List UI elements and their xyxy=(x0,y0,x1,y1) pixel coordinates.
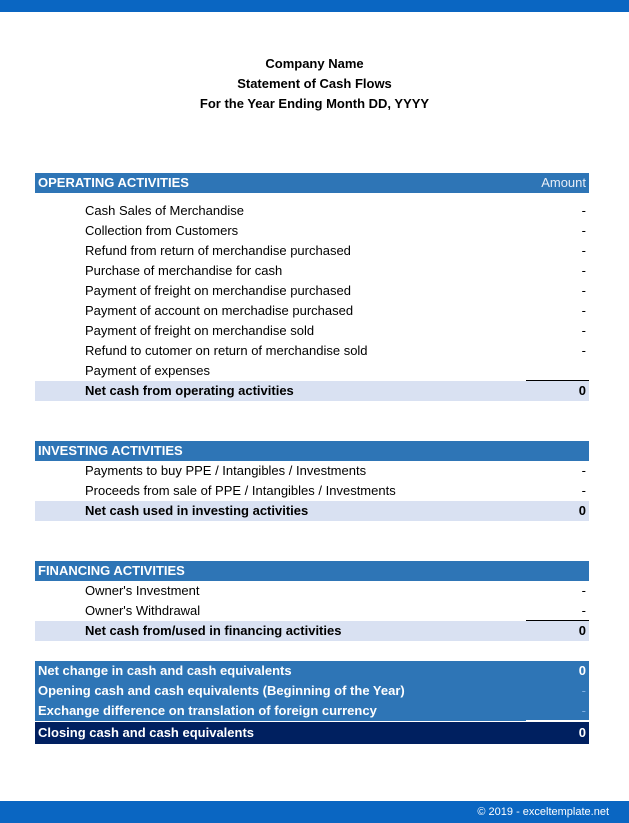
top-accent-bar xyxy=(0,0,629,12)
line-item-value: - xyxy=(581,203,586,218)
line-item-value: - xyxy=(581,583,586,598)
subtotal-value: 0 xyxy=(578,383,586,398)
operating-item-row xyxy=(35,241,589,261)
operating-item-row xyxy=(35,201,589,221)
summary-value: - xyxy=(581,683,586,698)
line-item-label: Purchase of merchandise for cash xyxy=(85,263,283,278)
line-item-value: - xyxy=(581,223,586,238)
subtotal-value: 0 xyxy=(578,503,586,518)
financing-title: FINANCING ACTIVITIES xyxy=(38,563,185,578)
line-item-label: Owner's Withdrawal xyxy=(85,603,201,618)
summary-label: Exchange difference on translation of foreign currency xyxy=(38,703,377,718)
operating-item-row xyxy=(35,321,589,341)
line-item-label: Payment of freight on merchandise sold xyxy=(85,323,315,338)
line-item-label: Collection from Customers xyxy=(85,223,239,238)
subtotal-label: Net cash used in investing activities xyxy=(85,503,309,518)
line-item-label: Proceeds from sale of PPE / Intangibles / Investments xyxy=(85,483,396,498)
investing-title: INVESTING ACTIVITIES xyxy=(38,443,183,458)
operating-item-row xyxy=(35,361,589,381)
investing-section-header xyxy=(35,441,589,461)
line-item-label: Cash Sales of Merchandise xyxy=(85,203,244,218)
line-item-value: - xyxy=(581,483,586,498)
line-item-value: - xyxy=(581,603,586,618)
investing-net-row xyxy=(35,501,589,521)
subtotal-value: 0 xyxy=(578,623,586,638)
investing-item-row xyxy=(35,481,589,501)
opening-cash-row xyxy=(35,681,589,701)
line-item-label: Refund from return of merchandise purchased xyxy=(85,243,351,258)
summary-label: Net change in cash and cash equivalents xyxy=(38,663,292,678)
exchange-difference-row xyxy=(35,701,589,721)
summary-label: Opening cash and cash equivalents (Beginning of the Year) xyxy=(38,683,405,698)
amount-column-header: Amount xyxy=(541,175,586,190)
closing-cash-row xyxy=(35,722,589,744)
financing-item-row xyxy=(35,601,589,621)
line-item-label: Refund to cutomer on return of merchandise sold xyxy=(85,343,368,358)
statement-title: Statement of Cash Flows xyxy=(237,76,392,91)
net-change-row xyxy=(35,661,589,681)
company-name: Company Name xyxy=(265,56,364,71)
operating-item-row xyxy=(35,261,589,281)
investing-item-row xyxy=(35,461,589,481)
operating-item-row xyxy=(35,281,589,301)
line-item-value: - xyxy=(581,303,586,318)
closing-value: 0 xyxy=(578,725,586,740)
statement-header xyxy=(0,54,629,114)
line-item-value: - xyxy=(581,343,586,358)
financing-net-row xyxy=(35,621,589,641)
financing-item-row xyxy=(35,581,589,601)
closing-label: Closing cash and cash equivalents xyxy=(38,725,255,740)
operating-item-row xyxy=(35,221,589,241)
financing-section-header xyxy=(35,561,589,581)
line-item-label: Payment of freight on merchandise purchased xyxy=(85,283,351,298)
operating-item-row xyxy=(35,301,589,321)
subtotal-label: Net cash from operating activities xyxy=(85,383,294,398)
line-item-value: - xyxy=(581,463,586,478)
line-item-label: Payments to buy PPE / Intangibles / Investments xyxy=(85,463,367,478)
footer-copyright: © 2019 - exceltemplate.net xyxy=(477,806,609,818)
line-item-label: Payment of account on merchadise purchased xyxy=(85,303,354,318)
operating-item-row xyxy=(35,341,589,361)
operating-net-row xyxy=(35,381,589,401)
line-item-label: Owner's Investment xyxy=(85,583,200,598)
subtotal-label: Net cash from/used in financing activities xyxy=(85,623,342,638)
line-item-label: Payment of expenses xyxy=(85,363,211,378)
line-item-value: - xyxy=(581,243,586,258)
operating-section-header xyxy=(35,173,589,193)
operating-title: OPERATING ACTIVITIES xyxy=(38,175,189,190)
statement-period: For the Year Ending Month DD, YYYY xyxy=(199,96,430,111)
summary-value: 0 xyxy=(578,663,586,678)
line-item-value: - xyxy=(581,323,586,338)
line-item-value: - xyxy=(581,263,586,278)
summary-value: - xyxy=(581,703,586,718)
sum-rule xyxy=(526,720,589,721)
line-item-value: - xyxy=(581,283,586,298)
